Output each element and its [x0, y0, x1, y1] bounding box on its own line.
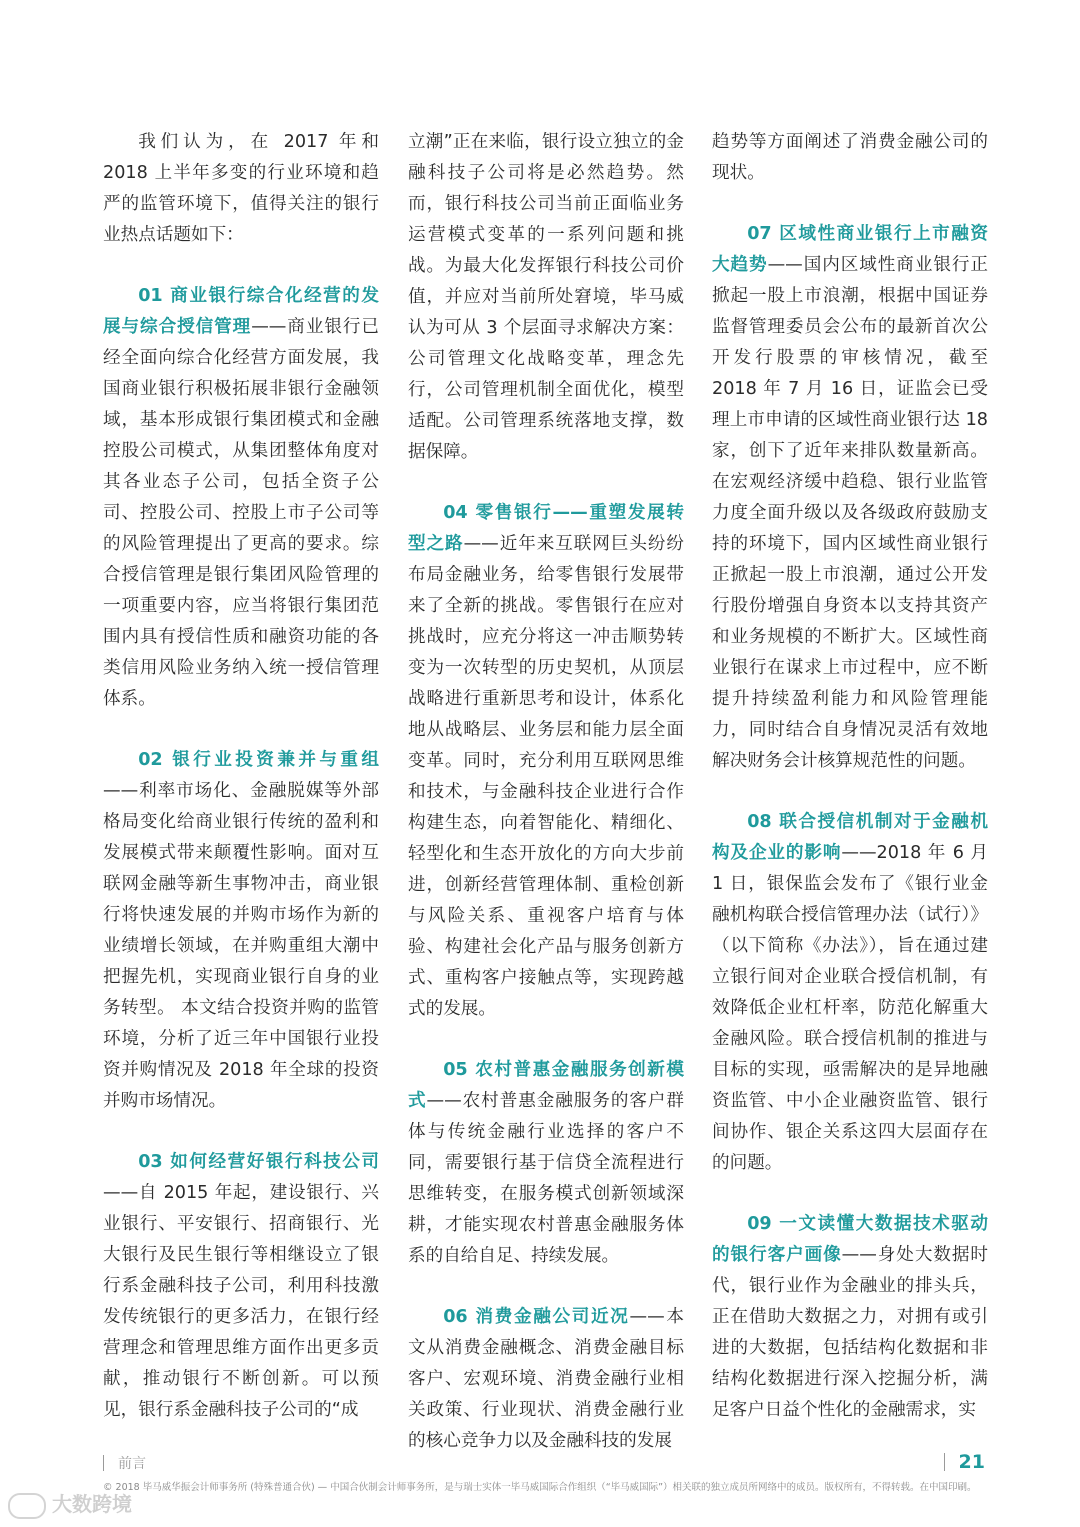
watermark: [8, 1488, 132, 1519]
topic-06: [408, 1302, 684, 1457]
topic-09: [712, 1209, 988, 1426]
topic-03: [103, 1147, 379, 1426]
topic-08-body: ——2018 年 6 月 1 日，银保监会发布了《银行业金融机构联合授信管理办法（试行）》（以下简称《办法》），旨在通过建立银行间对企业联合授信机制，有效降低企业杠杆率，防范化解重大金融风险。联合授信机制的推进与目标的实现，亟需解决的是异地融资监管、中小企业融资监管、银行间协作、银企关系这四大层面存在的问题。: [712, 843, 988, 1173]
topic-05: [408, 1055, 684, 1272]
watermark-text: 大数跨境: [52, 1492, 132, 1516]
topic-04-body: ——近年来互联网巨头纷纷布局金融业务，给零售银行发展带来了全新的挑战。零售银行在应对挑战时，应充分将这一冲击顺势转变为一次转型的历史契机，从顶层战略进行重新思考和设计，体系化地从战略层、业务层和能力层全面变革。同时，充分利用互联网思维和技术，与金融科技企业进行合作构建生态，向着智能化、精细化、轻型化和生态开放化的方向大步前进，创新经营管理体制、重检创新与风险关系、重视客户培育与体验、构建社会化产品与服务创新方式、重构客户接触点等，实现跨越式的发展。: [408, 534, 684, 1019]
topic-03-continued: 立潮”正在来临，银行设立独立的金融科技子公司将是必然趋势。然而，银行科技公司当前正面临业务运营模式变革的一系列问题和挑战。为最大化发挥银行科技公司价值，并应对当前所处窘境，毕马威认为可从 3 个层面寻求解决方案：公司管理文化战略变革，理念先行，公司管理机制全面优化，模型适配。公司管理系统落地支撑，数据保障。: [408, 132, 684, 462]
topic-02: [103, 745, 379, 1117]
topic-09-body: ——身处大数据时代，银行业作为金融业的排头兵，正在借助大数据之力，对拥有或引进的大数据，包括结构化数据和非结构化数据进行深入挖掘分析，满足客户日益个性化的金融需求，实: [712, 1245, 988, 1420]
topic-03-body: ——自 2015 年起，建设银行、兴业银行、平安银行、招商银行、光大银行及民生银行等相继设立了银行系金融科技子公司，利用科技激发传统银行的更多活力，在银行经营理念和管理思维方面作出更多贡献，推动银行不断创新。可以预见，银行系金融科技子公司的“成: [103, 1183, 379, 1420]
topic-04: [408, 498, 684, 1025]
topic-07-body: ——国内区域性商业银行正掀起一股上市浪潮，根据中国证券监督管理委员会公布的最新首次公开发行股票的审核情况，截至 2018 年 7 月 16 日，证监会已受理上市申请的区域性商业银行达 18 家，创下了近年来排队数量新高。在宏观经济缓中趋稳、银行业监管力度全面升级以及各级政府鼓励支持的环境下，国内区域性商业银行正掀起一股上市浪潮，通过公开发行股份增强自身资本以支持其资产和业务规模的不断扩大。区域性商业银行在谋求上市过程中，应不断提升持续盈利能力和风险管理能力，同时结合自身情况灵活有效地解决财务会计核算规范性的问题。: [712, 255, 988, 771]
topic-08-heading: 08 联合授信机制对于金融机构及企业的影响: [712, 812, 988, 863]
watermark-logo-icon: [8, 1493, 46, 1519]
topic-01-body: ——商业银行已经全面向综合化经营方面发展，我国商业银行积极拓展非银行金融领域，基本形成银行集团模式和金融控股公司模式，从集团整体角度对其各业态子公司，包括全资子公司、控股公司、控股上市子公司等的风险管理提出了更高的要求。综合授信管理是银行集团风险管理的一项重要内容，应当将银行集团范围内具有授信性质和融资功能的各类信用风险业务纳入统一授信管理体系。: [103, 317, 379, 709]
topic-05-body: ——农村普惠金融服务的客户群体与传统金融行业选择的客户不同，需要银行基于信贷全流程进行思维转变，在服务模式创新领域深耕，才能实现农村普惠金融服务体系的自给自足、持续发展。: [408, 1091, 684, 1266]
topic-06-body: ——本文从消费金融概念、消费金融目标客户、宏观环境、消费金融行业相关政策、行业现状、消费金融行业的核心竞争力以及金融科技的发展: [408, 1307, 684, 1451]
topic-01: [103, 281, 379, 715]
footer-page: [944, 1451, 985, 1473]
topic-06-heading: 06 消费金融公司近况: [443, 1307, 630, 1327]
topic-03-heading: 03 如何经营好银行科技公司: [138, 1152, 379, 1172]
topic-07-heading: 07 区域性商业银行上市融资大趋势: [712, 224, 988, 275]
topic-06-continued: 趋势等方面阐述了消费金融公司的现状。: [712, 132, 988, 183]
topic-09-heading: 09 一文读懂大数据技术驱动的银行客户画像: [712, 1214, 988, 1265]
section-label: 前言: [118, 1456, 146, 1472]
footer-divider: [103, 1455, 104, 1471]
topic-01-heading: 01 商业银行综合化经营的发展与综合授信管理: [103, 286, 379, 337]
topic-02-body: ——利率市场化、金融脱媒等外部格局变化给商业银行传统的盈利和发展模式带来颠覆性影响。面对互联网金融等新生事物冲击，商业银行将快速发展的并购市场作为新的业绩增长领域，在并购重组大潮中把握先机，实现商业银行自身的业务转型。 本文结合投资并购的监管环境，分析了近三年中国银行业投资并购情况及 2018 年全球的投资并购市场情况。: [103, 781, 379, 1111]
topic-02-heading: 02 银行业投资兼并与重组: [138, 750, 379, 770]
column-2: [408, 127, 684, 1487]
copyright-notice: © 2018 毕马威华振会计师事务所 (特殊普通合伙) — 中国合伙制会计师事务所，是与瑞士实体一毕马威国际合作组织（“毕马威国际”）相关联的独立成员所网络中的成员。版权所有，不得转载。在中国印刷。: [103, 1482, 977, 1493]
topic-07: [712, 219, 988, 777]
footer-section: [103, 1453, 146, 1473]
column-1: [103, 127, 379, 1456]
topic-04-heading: 04 零售银行——重塑发展转型之路: [408, 503, 684, 554]
page-divider: [944, 1453, 945, 1471]
topic-08: [712, 807, 988, 1179]
intro-paragraph: 我们认为，在 2017 年和 2018 上半年多变的行业环境和趋严的监管环境下，值得关注的银行业热点话题如下：: [103, 132, 379, 245]
page-number: 21: [958, 1451, 985, 1473]
column-3: [712, 127, 988, 1456]
topic-05-heading: 05 农村普惠金融服务创新模式: [408, 1060, 684, 1111]
